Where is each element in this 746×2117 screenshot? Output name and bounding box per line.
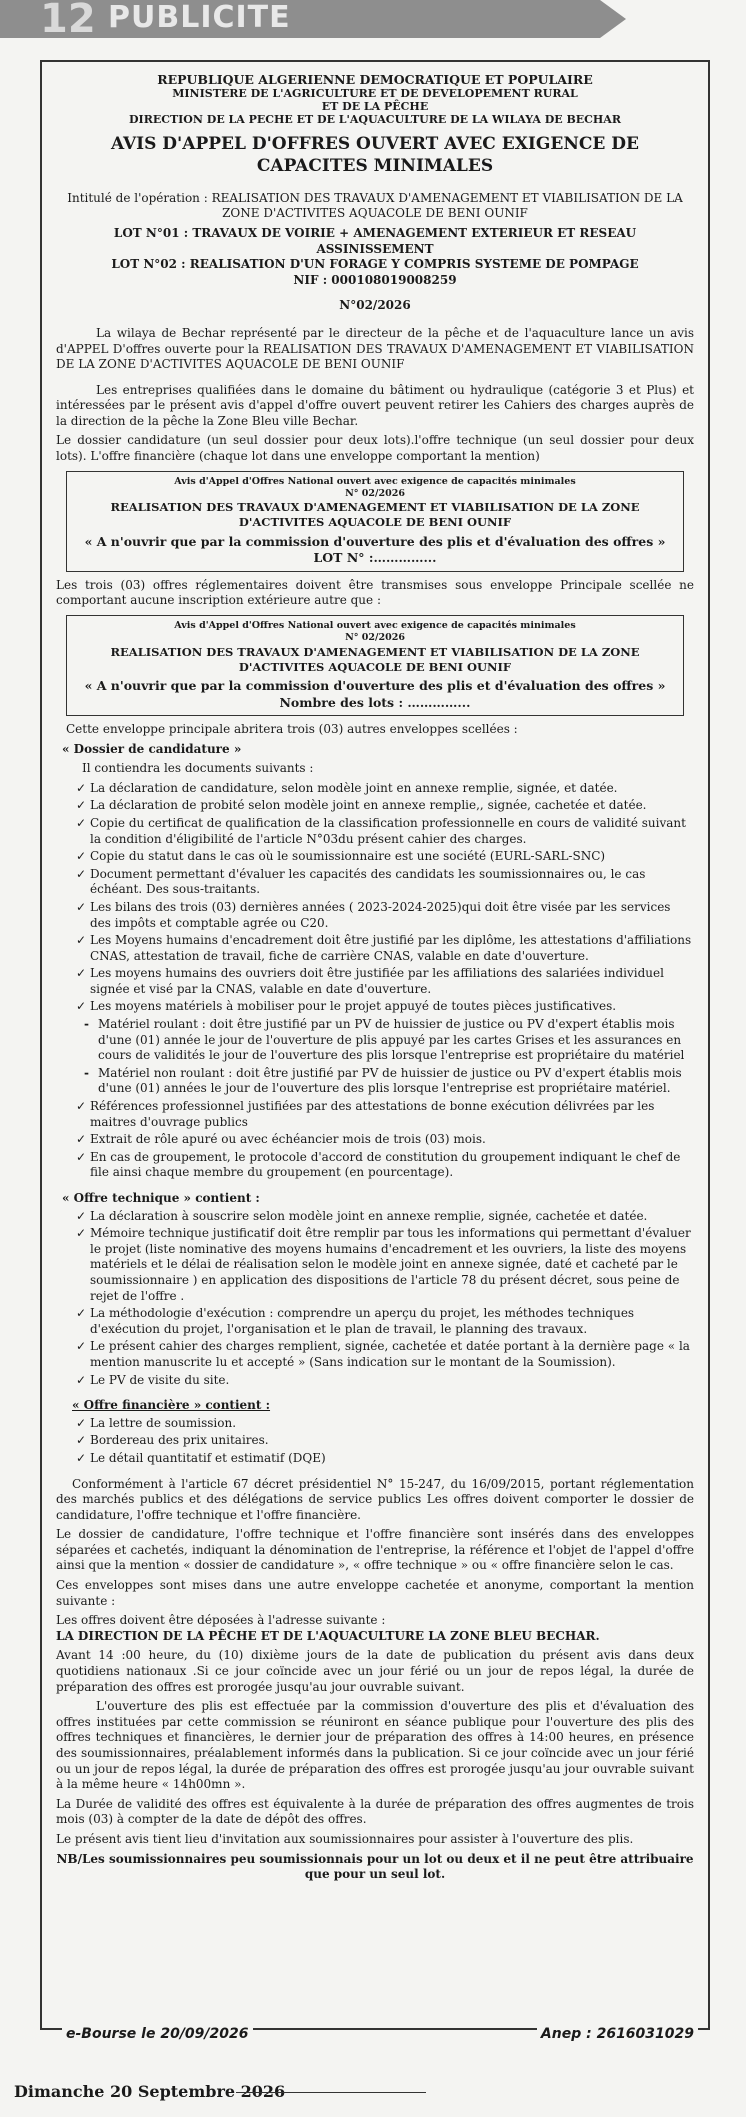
- direction-line: DIRECTION DE LA PECHE ET DE L'AQUACULTURE DE LA WILAYA DE BECHAR: [129, 113, 621, 127]
- financial-offer-list: [76, 1416, 694, 1467]
- section-banner: [0, 0, 600, 42]
- list-item: ✓ La déclaration de candidature, selon modèle joint en annexe remplie, signée, et datée.: [76, 781, 694, 797]
- ministry-line: MINISTERE DE L'AGRICULTURE ET DE DEVELOPEMENT RURAL: [172, 87, 578, 100]
- validity-paragraph: La Durée de validité des offres est équivalente à la durée de préparation des offres augmentes de trois mois (03) à compter de la date de dépôt des offres.: [56, 1796, 694, 1827]
- notice-number: N°02/2026: [339, 298, 411, 313]
- list-item: ✓ Références professionnel justifiées par des attestations de bonne exécution délivrées par les maitres d'ouvrage publics: [76, 1099, 694, 1130]
- anep-ref: Anep : 2616031029: [537, 2026, 698, 2042]
- list-item: ✓ Le détail quantitatif et estimatif (DQE): [76, 1451, 694, 1467]
- deadline-paragraph: Avant 14 :00 heure, du (10) dixième jours de la date de publication du présent avis dans deux quotidiens nationaux .Si ce jour coïncide avec un jour férié ou un jour de repos légal, la durée de préparation des offres est prorogée jusqu'au jour ouvrable suivant.: [56, 1648, 694, 1694]
- section-label: PUBLICITE: [108, 0, 291, 35]
- dossier-title: « Dossier de candidature »: [62, 741, 242, 756]
- dossier-list: [76, 781, 694, 1015]
- date-rule: [236, 2092, 426, 2093]
- list-item: - Matériel non roulant : doit être justifié par PV de huissier de justice ou PV d'expert établis mois d'une (01) années le jour de l'ouverture des plis lorsque l'entreprise est propriétaire matériel.: [84, 1066, 694, 1097]
- box-object: REALISATION DES TRAVAUX D'AMENAGEMENT ET VIABILISATION DE LA ZONE D'ACTIVITES AQUACOLE DE BENI OUNIF: [110, 500, 640, 530]
- list-item: ✓ Mémoire technique justificatif doit être remplir par tous les informations qui permettant d'évaluer le projet (liste nominative des moyens humains d'encadrement et les ouvriers, la liste des moyens matériels et le délai de réalisation selon le modèle joint en annexe signée, daté et cacheté par le soumissionnaire ) en application des dispositions de l'article 78 du présent décret, sous peine de rejet de l'offre .: [76, 1226, 694, 1304]
- list-item: ✓ Les Moyens humains d'encadrement doit être justifié par les diplôme, les attestations d'affiliations CNAS, attestation de travail, fiche de carrière CNAS, valable en date d'ouverture.: [76, 933, 694, 964]
- dossier-intro: Il contiendra les documents suivants :: [82, 761, 314, 776]
- legal-paragraph: Conformément à l'article 67 décret présidentiel N° 15-247, du 16/09/2015, portant réglementation des marchés publics et des délégations de service publics Les offres doivent comporter le dossier de candidature, l'offre technique et l'offre financière.: [56, 1476, 694, 1522]
- list-item: ✓ Les moyens matériels à mobiliser pour le projet appuyé de toutes pièces justificatives.: [76, 999, 694, 1015]
- nif: NIF : 000108019008259: [293, 272, 457, 287]
- list-item: ✓ Les bilans des trois (03) dernières années ( 2023-2024-2025)qui doit être visée par les services des impôts et comptable agrée ou C20.: [76, 900, 694, 931]
- list-item: ✓ La méthodologie d'exécution : comprendre un aperçu du projet, les méthodes techniques d'exécution du projet, l'organisation et le plan de travail, le planning des travaux.: [76, 1306, 694, 1337]
- envelopes-paragraph: Cette enveloppe principale abritera trois (03) autres enveloppes scellées :: [66, 721, 518, 736]
- banner-arrow-icon: [600, 0, 626, 38]
- list-item: ✓ Bordereau des prix unitaires.: [76, 1433, 694, 1449]
- invitation-paragraph: Le présent avis tient lieu d'invitation aux soumissionnaires pour assister à l'ouverture des plis.: [56, 1831, 634, 1846]
- opening-paragraph: L'ouverture des plis est effectuée par la commission d'ouverture des plis et d'évaluation des offres instituées par cette commission se réuniront en séance publique pour l'ouverture des plis des offres techniques et financières, le dernier jour de préparation des offres à 14:00 heures, en présence des soumissionnaires, préalablement informés dans la publication. Si ce jour coïncide avec un jour férié ou un jour de repos légal, la durée de préparation des offres est prorogée jusqu'au jour ouvrable suivant à la même heure « 14h00mn ».: [56, 1699, 694, 1792]
- list-item: ✓ La déclaration de probité selon modèle joint en annexe remplie,, signée, cachetée et datée.: [76, 798, 694, 814]
- list-item: ✓ Document permettant d'évaluer les capacités des candidats les soumissionnaires ou, le cas échéant. Des sous-traitants.: [76, 867, 694, 898]
- box-number: N° 02/2026: [345, 488, 405, 499]
- box-heading: Avis d'Appel d'Offres National ouvert avec exigence de capacités minimales: [174, 619, 576, 631]
- republic-line: REPUBLIQUE ALGERIENNE DEMOCRATIQUE ET POPULAIRE: [157, 72, 593, 87]
- technical-offer-title: « Offre technique » contient :: [62, 1191, 260, 1205]
- list-item: ✓ En cas de groupement, le protocole d'accord de constitution du groupement indiquant le chef de file ainsi chaque membre du groupement (en pourcentage).: [76, 1150, 694, 1181]
- technical-offer-list: [76, 1209, 694, 1389]
- edition-date: Dimanche 20 Septembre 2026: [14, 2082, 286, 2101]
- box-lot-field: LOT N° :…………...: [313, 550, 437, 566]
- list-item: ✓ Extrait de rôle apuré ou avec échéancier mois de trois (03) mois.: [76, 1132, 694, 1148]
- anonymous-envelope-paragraph: Ces enveloppes sont mises dans une autre enveloppe cachetée et anonyme, comportant la mention suivante :: [56, 1578, 694, 1608]
- envelope-label-lot: [66, 471, 684, 572]
- list-item: ✓ Le présent cahier des charges remplient, signée, cachetée et datée portant à la dernière page « la mention manuscrite lu et accepté » (Sans indication sur le montant de la Soumission).: [76, 1339, 694, 1370]
- box-lots-field: Nombre des lots : …………...: [279, 694, 471, 710]
- box-mention: « A n'ouvrir que par la commission d'ouverture des plis et d'évaluation des offres »: [84, 678, 666, 694]
- list-item: ✓ Copie du statut dans le cas où le soumissionnaire est une société (EURL-SARL-SNC): [76, 849, 694, 865]
- dossier-paragraph: Le dossier candidature (un seul dossier pour deux lots).l'offre technique (un seul dossier pour deux lots). L'offre financière (chaque lot dans une enveloppe comportant la mention): [56, 433, 694, 464]
- dossier-list-continued: [76, 1099, 694, 1181]
- address-intro: Les offres doivent être déposées à l'adresse suivante :: [56, 1613, 386, 1628]
- box-object: REALISATION DES TRAVAUX D'AMENAGEMENT ET VIABILISATION DE LA ZONE D'ACTIVITES AQUACOLE DE BENI OUNIF: [110, 644, 640, 674]
- envelopes-detail-paragraph: Le dossier de candidature, l'offre technique et l'offre financière sont insérés dans des enveloppes séparées et cachetés, indiquant la dénomination de l'entreprise, la référence et l'objet de l'appel d'offre ainsi que la mention « dossier de candidature », « offre technique » ou « offre financière selon le cas.: [56, 1527, 694, 1573]
- box-number: N° 02/2026: [345, 632, 405, 644]
- three-offers-paragraph: Les trois (03) offres réglementaires doivent être transmises sous enveloppe Principale scellée ne comportant aucune inscription extérieure autre que :: [56, 577, 694, 608]
- lot-1: LOT N°01 : TRAVAUX DE VOIRIE + AMENAGEMENT EXTERIEUR ET RESEAU ASSINISSEMENT: [113, 225, 637, 256]
- box-mention: « A n'ouvrir que par la commission d'ouverture des plis et d'évaluation des offres »: [84, 534, 666, 550]
- list-item: ✓ La déclaration à souscrire selon modèle joint en annexe remplie, signée, cachetée et datée.: [76, 1209, 694, 1225]
- list-item: ✓ Le PV de visite du site.: [76, 1373, 694, 1389]
- eligibility-paragraph: Les entreprises qualifiées dans le domaine du bâtiment ou hydraulique (catégorie 3 et Plus) et intéressées par le présent avis d'appel d'offre ouvert peuvent retirer les Cahiers des charges auprès de la direction de la pêche la Zone Bleu ville Bechar.: [56, 382, 694, 428]
- ministry-line-2: ET DE LA PÊCHE: [321, 100, 429, 114]
- issuer-header: [56, 72, 694, 127]
- list-item: ✓ La lettre de soumission.: [76, 1416, 694, 1432]
- ad-frame: [40, 60, 710, 2030]
- list-item: ✓ Copie du certificat de qualification de la classification professionnelle en cours de validité suivant la condition d'éligibilité de l'article N°03du présent cahier des charges.: [76, 816, 694, 847]
- address: LA DIRECTION DE LA PÊCHE ET DE L'AQUACULTURE LA ZONE BLEU BECHAR.: [56, 1628, 600, 1643]
- list-item: ✓ Les moyens humains des ouvriers doit être justifiée par les affiliations des salariées individuel signée et visé par la CNAS, valable en date d'ouverture.: [76, 966, 694, 997]
- box-heading: Avis d'Appel d'Offres National ouvert avec exigence de capacités minimales: [174, 475, 576, 487]
- nb-note: NB/Les soumissionnaires peu soumissionnais pour un lot ou deux et il ne peut être attribuaire que pour un seul lot.: [56, 1851, 694, 1882]
- ebourse-ref: e-Bourse le 20/09/2026: [62, 2026, 253, 2042]
- ad-footer: [40, 2022, 710, 2046]
- material-sublist: [84, 1017, 694, 1097]
- notice-title: AVIS D'APPEL D'OFFRES OUVERT AVEC EXIGENCE DE CAPACITES MINIMALES: [111, 133, 639, 176]
- intro-paragraph: La wilaya de Bechar représenté par le directeur de la pêche et de l'aquaculture lance un avis d'APPEL D'offres ouverte pour la REALISATION DES TRAVAUX D'AMENAGEMENT ET VIABILISATION DE LA ZONE D'ACTIVITES AQUACOLE DE BENI OUNIF: [56, 325, 694, 372]
- operation-title: Intitulé de l'opération : REALISATION DES TRAVAUX D'AMENAGEMENT ET VIABILISATION DE LA ZONE D'ACTIVITES AQUACOLE DE BENI OUNIF: [67, 190, 683, 221]
- lot-2: LOT N°02 : REALISATION D'UN FORAGE Y COMPRIS SYSTEME DE POMPAGE: [111, 257, 639, 272]
- financial-offer-title: « Offre financière » contient :: [72, 1398, 271, 1413]
- envelope-label-principal: [66, 615, 684, 716]
- page-number: 12: [40, 0, 96, 42]
- list-item: - Matériel roulant : doit être justifié par un PV de huissier de justice ou PV d'expert établis mois d'une (01) année le jour de l'ouverture de plis appuyé par les cartes Grises et les assurances en cours de validités le jour de l'ouverture des plis lorsque l'entreprise est propriétaire du matériel: [84, 1017, 694, 1064]
